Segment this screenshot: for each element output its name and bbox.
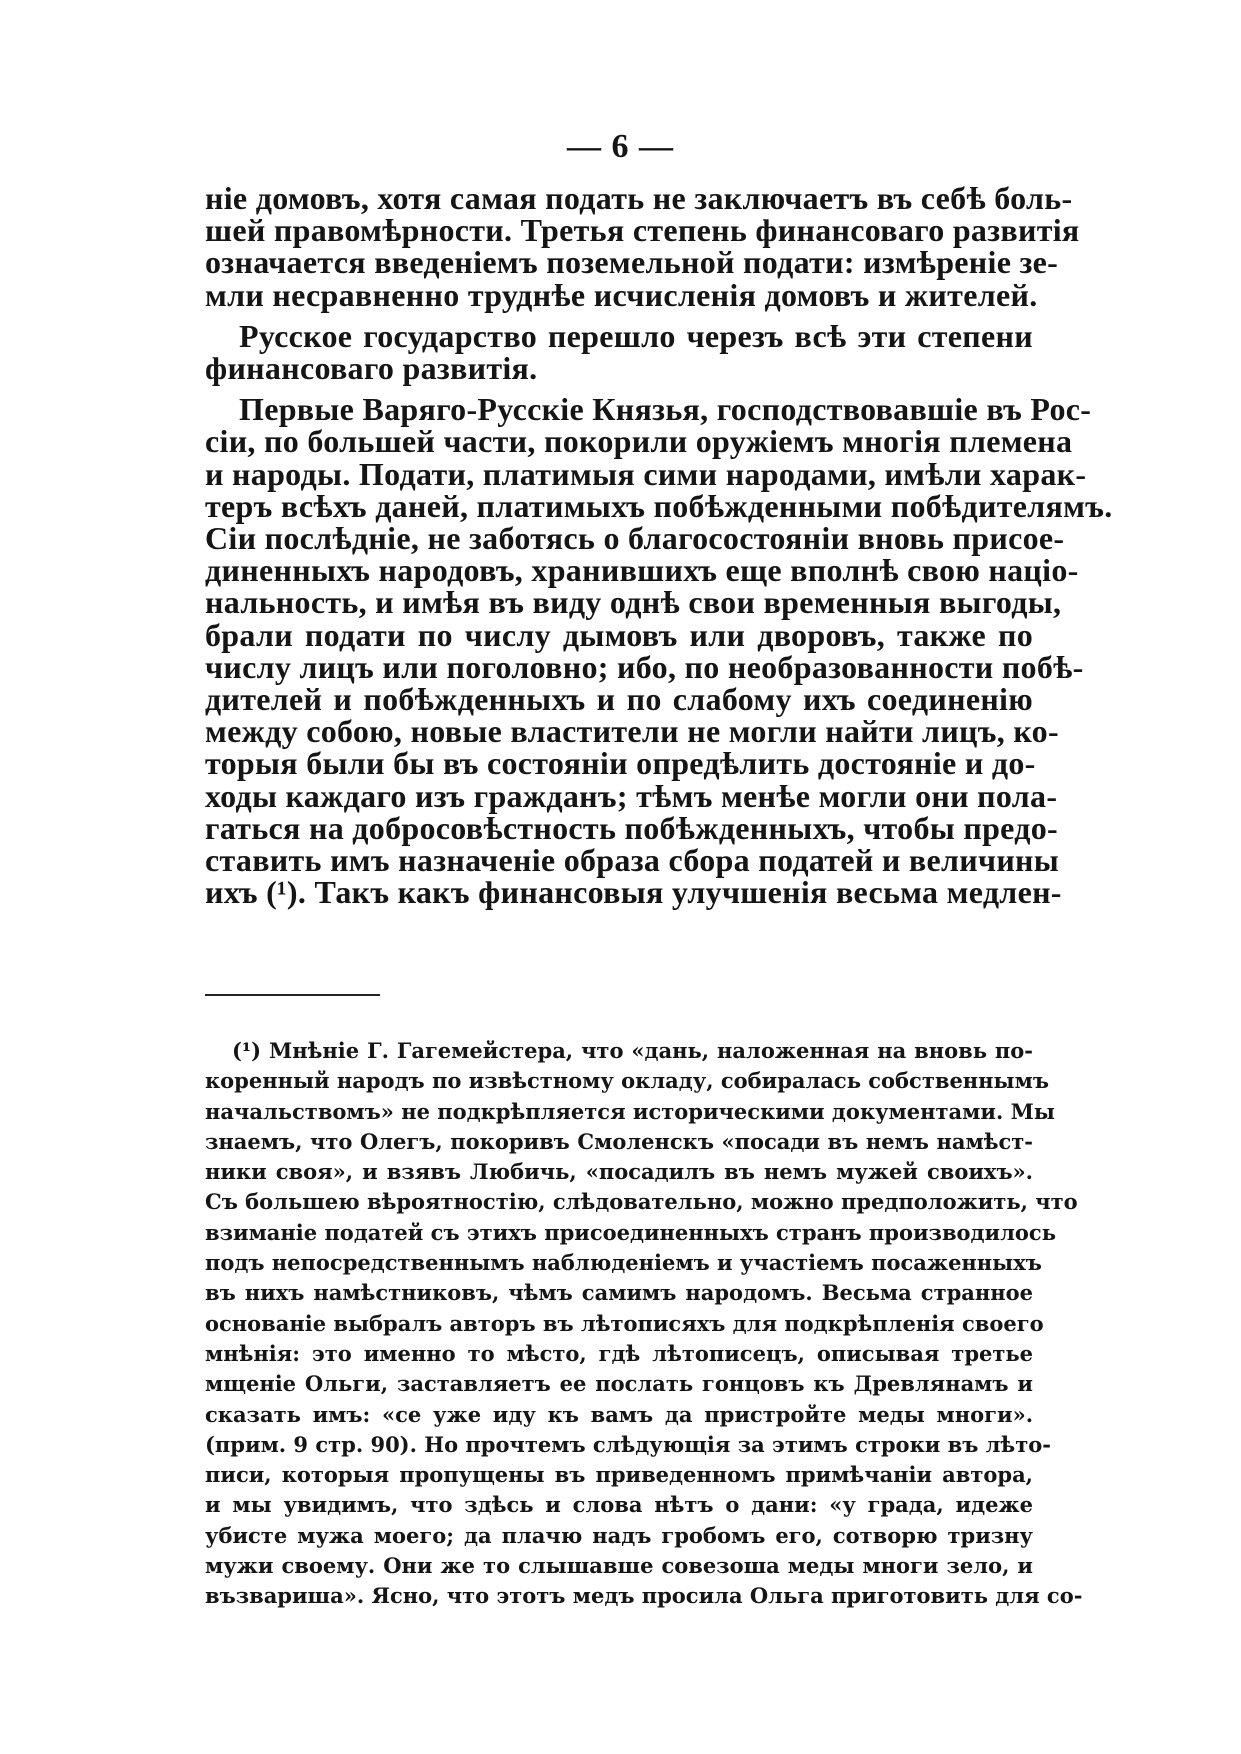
text-line: шей правомѣрности. Третья степень финансоваго развитія bbox=[205, 212, 1080, 249]
text-line: нальность, и имѣя въ виду однѣ свои временныя выгоды, bbox=[205, 584, 1062, 621]
footnote-line: начальствомъ» не подкрѣпляется историческими документами. Мы bbox=[205, 1098, 1055, 1124]
footnote-line: Съ большею вѣроятностію, слѣдовательно, можно предположить, что bbox=[205, 1189, 1078, 1215]
footnote-line: сказать имъ: «се уже иду къ вамъ да пристройте меды многи». bbox=[205, 1401, 1033, 1427]
page-number: — 6 — bbox=[567, 128, 674, 165]
footnote-line: (прим. 9 стр. 90). Но прочтемъ слѣдующія за этимъ строки въ лѣто- bbox=[205, 1431, 1051, 1457]
text-line: дителей и побѣжденныхъ и по слабому ихъ соединенію bbox=[205, 681, 1033, 718]
footnote-line: писи, которыя пропущены въ приведенномъ примѣчаніи автора, bbox=[205, 1462, 1033, 1488]
footnote-line: (¹) Мнѣніе Г. Гагемейстера, что «дань, наложенная на вновь по- bbox=[232, 1038, 1033, 1063]
footnote-line: основаніе выбралъ авторъ въ лѣтописяхъ для подкрѣпленія своего bbox=[205, 1310, 1044, 1336]
text-line: между собою, новые властители не могли найти лицъ, ко- bbox=[205, 713, 1059, 750]
footnote-line: възвариша». Ясно, что этотъ медъ просила Ольга приготовить для со- bbox=[205, 1583, 1083, 1609]
footnote-line: мнѣнія: это именно то мѣсто, гдѣ лѣтописецъ, описывая третье bbox=[205, 1340, 1033, 1366]
text-line: и народы. Подати, платимыя сими народами, имѣли харак- bbox=[205, 455, 1087, 492]
text-line: ходы каждаго изъ гражданъ; тѣмъ менѣе могли они пола- bbox=[205, 777, 1058, 814]
text-line: мли несравненно труднѣе исчисленія домовъ и жителей. bbox=[205, 276, 1038, 313]
text-line: торыя были бы въ состояніи опредѣлить достояніе и до- bbox=[205, 745, 1036, 782]
text-line: сіи, по большей части, покорили оружіемъ многія племена bbox=[205, 423, 1073, 460]
footnote-line: въ нихъ намѣстниковъ, чѣмъ самимъ народомъ. Весьма странное bbox=[205, 1280, 1033, 1306]
footnote-line: убисте мужа моего; да плачю надъ гробомъ его, сотворю тризну bbox=[205, 1522, 1033, 1548]
footnote-line: подъ непосредственнымъ наблюденіемъ и участіемъ посаженныхъ bbox=[205, 1250, 1042, 1276]
footnote-line: мужи своему. Они же то слышавше совезоша меды многи зело, и bbox=[205, 1553, 1033, 1579]
text-line: теръ всѣхъ даней, платимыхъ побѣжденными побѣдителямъ. bbox=[205, 487, 1113, 524]
text-line: числу лицъ или поголовно; ибо, по необразованности побѣ- bbox=[205, 648, 1084, 685]
footnote-line: мщеніе Ольги, заставляетъ ее послать гонцовъ къ Древлянамъ и bbox=[205, 1371, 1033, 1397]
text-line: финансоваго развитія. bbox=[205, 350, 538, 387]
text-line: Русское государство перешло черезъ всѣ эти степени bbox=[239, 317, 1033, 354]
footnote-separator bbox=[205, 994, 380, 996]
main-text bbox=[205, 180, 1113, 911]
footnote-line: ники своя», и взявъ Любичь, «посадилъ въ немъ мужей своихъ». bbox=[205, 1159, 1033, 1185]
footnote-line: взиманіе податей съ этихъ присоединенныхъ странъ производилось bbox=[205, 1219, 1056, 1245]
text-line: ихъ (¹). Такъ какъ финансовыя улучшенія весьма медлен- bbox=[205, 874, 1062, 911]
footnote-line: коренный народъ по извѣстному окладу, собиралась собственнымъ bbox=[205, 1068, 1049, 1094]
text-line: Первые Варяго-Русскіе Князья, господствовавшіе въ Рос- bbox=[239, 391, 1092, 428]
footnote bbox=[205, 1036, 1083, 1612]
footnote-line: знаемъ, что Олегъ, покоривъ Смоленскъ «посади въ немъ намѣст- bbox=[205, 1128, 1033, 1154]
text-line: брали подати по числу дымовъ или дворовъ, также по bbox=[205, 616, 1033, 653]
text-line: ніе домовъ, хотя самая подать не заключаетъ въ себѣ боль- bbox=[205, 180, 1073, 216]
text-line: ставить имъ назначеніе образа сбора податей и величины bbox=[205, 842, 1060, 879]
footnote-line: и мы увидимъ, что здѣсь и слова нѣтъ о дани: «у града, идеже bbox=[205, 1492, 1033, 1518]
text-line: диненныхъ народовъ, хранившихъ еще вполнѣ свою націо- bbox=[205, 552, 1079, 589]
text-line: означается введеніемъ поземельной подати: измѣреніе зе- bbox=[205, 244, 1059, 281]
text-line: Сіи послѣдніе, не заботясь о благосостояніи вновь присое- bbox=[205, 520, 1065, 557]
text-line: гаться на добросовѣстность побѣжденныхъ, чтобы предо- bbox=[205, 809, 1058, 846]
